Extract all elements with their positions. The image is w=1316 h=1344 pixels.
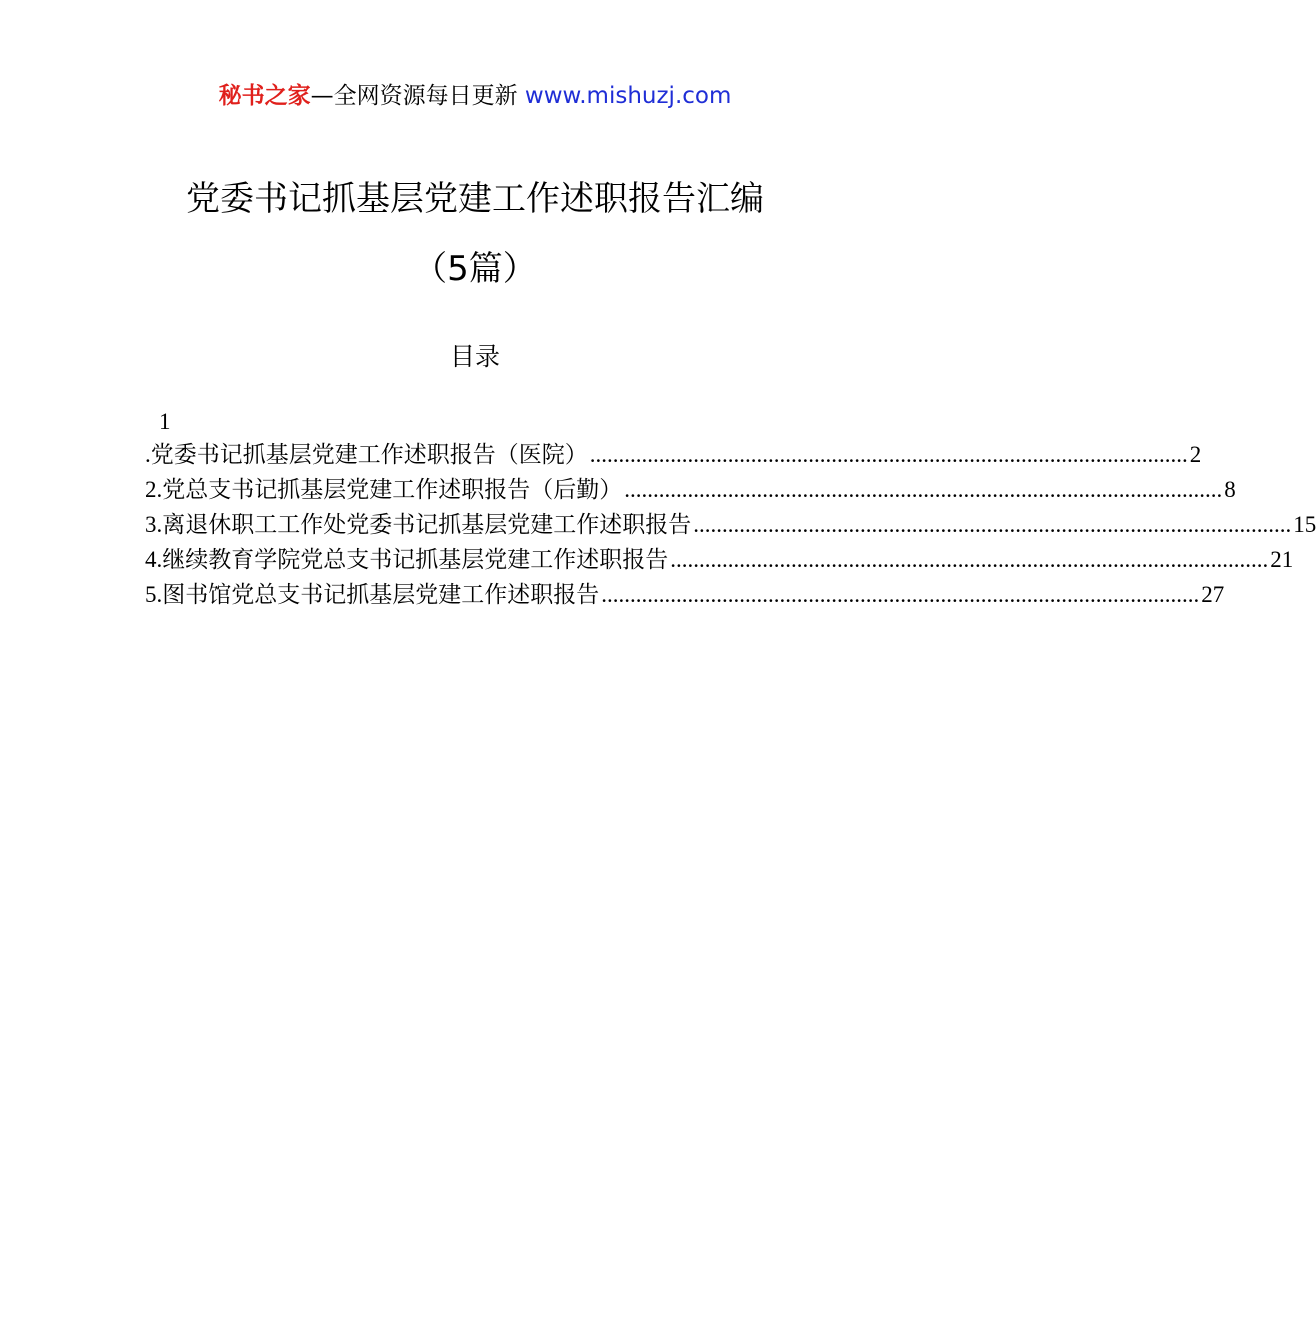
toc-entry-title: 2.党总支书记抓基层党建工作述职报告（后勤） bbox=[145, 477, 623, 502]
toc-entry[interactable] bbox=[145, 437, 1202, 472]
toc-leader-dots: ........................................................................................................ bbox=[589, 442, 1188, 467]
toc-leader-dots: ........................................................................................................ bbox=[624, 477, 1223, 502]
toc-entry-page: 27 bbox=[1201, 582, 1225, 607]
toc-entry[interactable] bbox=[145, 577, 1225, 612]
toc-entry[interactable] bbox=[145, 472, 1236, 507]
toc-entry-page: 21 bbox=[1270, 547, 1294, 572]
toc-entry-title: 5.图书馆党总支书记抓基层党建工作述职报告 bbox=[145, 582, 600, 607]
site-url-link[interactable]: www.mishuzj.com bbox=[524, 83, 732, 109]
document-subtitle: （5篇） bbox=[413, 249, 537, 289]
toc-entry[interactable] bbox=[145, 542, 1294, 577]
toc-entry-title: 3.离退休职工工作处党委书记抓基层党建工作述职报告 bbox=[145, 512, 692, 537]
toc-entry-page: 8 bbox=[1224, 477, 1236, 502]
site-header bbox=[0, 80, 950, 112]
toc-entry-page: 15 bbox=[1293, 512, 1316, 537]
toc-leader-dots: ........................................................................................................ bbox=[693, 512, 1292, 537]
header-tagline: —全网资源每日更新 bbox=[310, 83, 525, 109]
document-title: 党委书记抓基层党建工作述职报告汇编 bbox=[186, 179, 764, 219]
toc-leader-dots: ........................................................................................................ bbox=[601, 582, 1200, 607]
brand-name: 秘书之家 bbox=[218, 83, 311, 109]
toc-heading: 目录 bbox=[449, 342, 500, 371]
toc-entry-title: 4.继续教育学院党总支书记抓基层党建工作述职报告 bbox=[145, 547, 669, 572]
toc-leader-dots: ........................................................................................................ bbox=[670, 547, 1269, 572]
toc-entry-page: 2 bbox=[1189, 442, 1202, 467]
table-of-contents bbox=[145, 407, 1316, 612]
toc-entry-title: .党委书记抓基层党建工作述职报告（医院） bbox=[145, 442, 588, 467]
toc-entry[interactable] bbox=[145, 507, 1316, 542]
toc-first-number: 1 bbox=[159, 409, 171, 434]
